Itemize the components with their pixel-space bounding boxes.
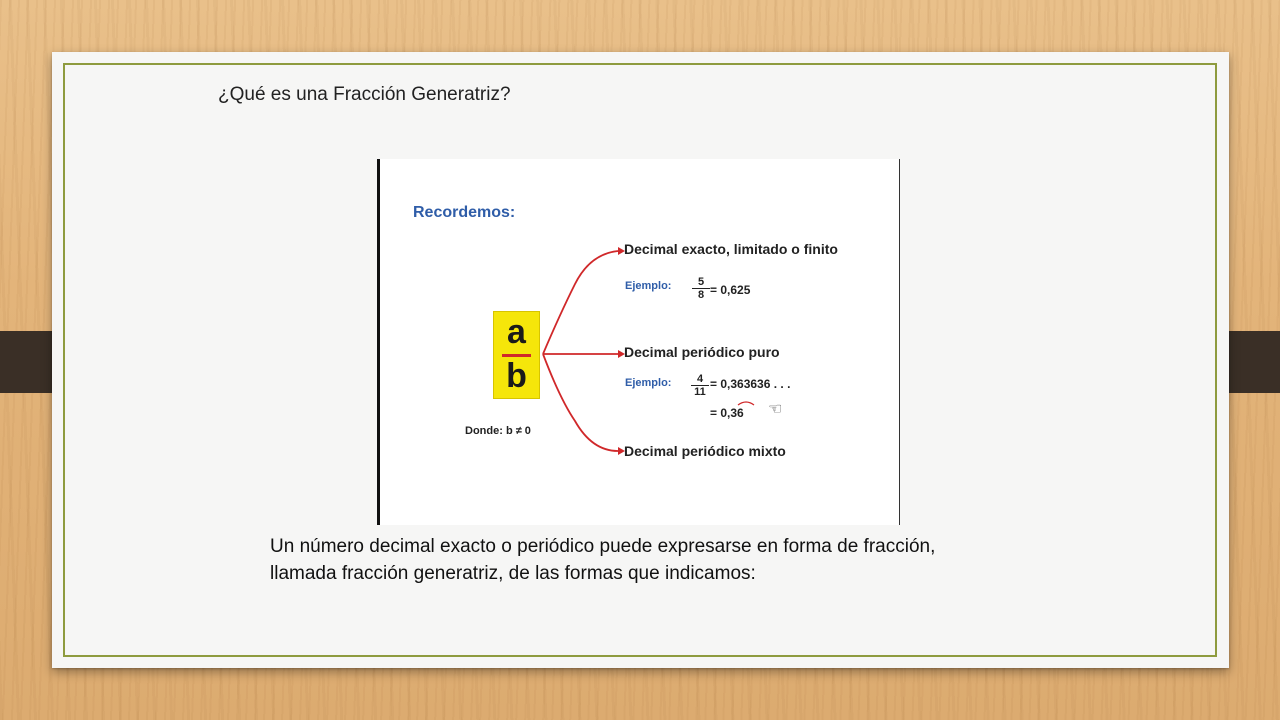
example-label-1: Ejemplo: bbox=[625, 280, 672, 292]
branch-puro: Decimal periódico puro bbox=[624, 344, 780, 360]
fraction-numerator: a bbox=[507, 313, 526, 351]
arrow-to-mixto bbox=[543, 354, 618, 451]
period-arc bbox=[738, 402, 754, 405]
slide-title: ¿Qué es una Fracción Generatriz? bbox=[218, 84, 511, 105]
example2-period-result: = 0,36 bbox=[710, 406, 744, 420]
body-line-1: Un número decimal exacto o periódico puede expresarse en forma de fracción, bbox=[270, 536, 936, 557]
example1-numerator: 5 bbox=[692, 276, 710, 289]
arrow-to-exacto bbox=[543, 251, 618, 354]
example1-result: = 0,625 bbox=[710, 283, 751, 297]
example2-denominator: 11 bbox=[694, 386, 706, 398]
branch-exacto: Decimal exacto, limitado o finito bbox=[624, 241, 838, 257]
fraction-denominator: b bbox=[506, 357, 527, 395]
condition-text: Donde: b ≠ 0 bbox=[465, 425, 531, 437]
example1-denominator: 8 bbox=[697, 289, 705, 301]
fraction-types-figure bbox=[377, 159, 900, 525]
recordemos-heading: Recordemos: bbox=[413, 204, 516, 221]
example-label-2: Ejemplo: bbox=[625, 377, 672, 389]
fraction-box bbox=[493, 311, 540, 399]
example2-numerator: 4 bbox=[691, 373, 709, 386]
slide-card bbox=[52, 52, 1229, 668]
example2-result: = 0,363636 . . . bbox=[710, 377, 791, 391]
example1-fraction bbox=[692, 276, 710, 301]
hand-cursor-icon: ☜ bbox=[768, 401, 783, 418]
branch-mixto: Decimal periódico mixto bbox=[624, 443, 786, 459]
body-paragraph bbox=[270, 533, 1070, 587]
body-line-2: llamada fracción generatriz, de las formas que indicamos: bbox=[270, 563, 756, 584]
example2-fraction bbox=[691, 373, 709, 398]
